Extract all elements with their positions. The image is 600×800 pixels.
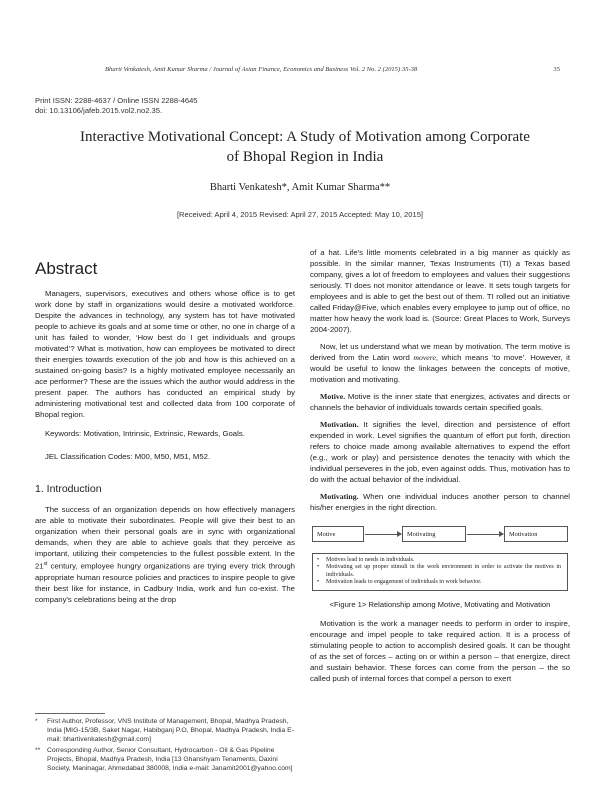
bullet-text: Motivation leads to engagement of individuals in work behavior.	[326, 579, 482, 586]
text-segment: , which means ‘to move’. However, it would be useful to know the linkages between the concepts of motive, motivation and motivating.	[310, 353, 571, 384]
title-line-2: of Bhopal Region in India	[226, 149, 384, 165]
bullet-icon: •	[317, 564, 320, 571]
figure-bullet-box	[312, 553, 568, 591]
jel-codes: JEL Classification Codes: M00, M50, M51, M52.	[45, 452, 211, 461]
motivation-definition-paragraph	[310, 341, 570, 385]
introduction-heading: 1. Introduction	[35, 483, 102, 495]
running-head-text: Bharti Venkatesh, Amit Kumar Sharma / Journal of Asian Finance, Economics and Business Vol. 2 No. 2 (2015) 35-38	[105, 66, 418, 73]
motive-paragraph	[310, 391, 570, 413]
doi-line: doi: 10.13106/jafeb.2015.vol2.no2.35.	[35, 106, 163, 115]
issn-line: Print ISSN: 2288-4637 / Online ISSN 2288-4645	[35, 96, 198, 105]
title-line-1: Interactive Motivational Concept: A Study of Motivation among Corporate	[80, 129, 530, 145]
paper-title	[40, 127, 570, 167]
footnote-text: First Author, Professor, VNS Institute of Management, Bhopal, Madhya Pradesh, India [MIG-15/3B, Saket Nagar, Habibganj P.O, Bhopal, Madhya Pradesh, India E-mail: bhartivenkatesh@gmail.com]	[47, 718, 294, 744]
footnote-mark: *	[35, 718, 38, 725]
continuation-paragraph: of a hat. Life's little moments celebrated in a big manner as quickly as possible. In the similar manner, Texas Instruments (TI) a Texas based company, gives a lot of freedom to employees and values their suggestions seriously. TI does not monitor attendance or leave. It sets tough targets for employees and is able to get the best out of them. TI rolled out an initiative called Friday@Five, which enables every employee to jump out of office, no matter how heavy the work load is. (Source: Great Places to Work, Surveys 2004-2007).	[310, 248, 570, 334]
motivating-box: Motivating	[402, 526, 466, 542]
arrow-right-icon	[467, 534, 503, 535]
motivating-paragraph	[310, 491, 570, 513]
motivating-text: When one individual induces another person to channel his/her energies in the right direction.	[310, 492, 570, 512]
motivation-text: It signifies the level, direction and persistence of effort expended in work. Level signifies the quantum of effort put forth, direction refers to choice made among available alternatives to expend the effort (e.g., work or play) and persistence denotes the tenacity with which the individual perseveres in the job, even against odds. Thus, motivation has to do with the actual behavior of the individual.	[310, 420, 570, 484]
footnote-mark: **	[35, 746, 41, 754]
motive-runin-heading: Motive.	[320, 392, 346, 401]
motivation-paragraph	[310, 419, 570, 485]
bullet-icon: •	[317, 557, 320, 563]
motivation-runin-heading: Motivation.	[320, 420, 359, 429]
figure-1	[310, 523, 570, 610]
figure-bullet	[317, 557, 561, 564]
figure-caption: <Figure 1> Relationship among Motive, Motivating and Motivation	[329, 599, 551, 609]
motive-box: Motive	[312, 526, 364, 542]
abstract-text: Managers, supervisors, executives and others whose office is to get work done by staff in organizations would desire a motivated workforce. Despite the advances in technology, any system has tot have motivated people to achieve its goals and at some time or other, no one in charge of a unit has failed to wonder, ‘How best do I get individuals and groups motivated’? What is motivation, how can employees be motivated to direct their energies towards execution of the job and how is this achieved on a sustained on-going basis? Is a highly motivated employee necessarily an ace performer? These are the issues which the author would address in the present paper. The authors has conducted an empirical study by administering motivational test and collected data from 100 corporate of Bhopal region.	[35, 289, 295, 419]
footnotes	[35, 717, 297, 774]
motivating-runin-heading: Motivating.	[320, 492, 359, 501]
flow-diagram	[312, 523, 568, 545]
abstract-heading: Abstract	[35, 259, 98, 278]
latin-term: movere	[413, 353, 436, 362]
footnote-corresponding-author	[35, 746, 297, 774]
intro-superscript: st	[43, 561, 48, 567]
intro-text-b: century, employee hungry organizations are trying every trick through appropriate human resource policies and practices to inspire people to give their best like for instance, in Cadbury India, work and fun co-exist. The company's celebrations being at the drop	[35, 561, 295, 604]
introduction-paragraph	[35, 504, 295, 605]
motive-text: Motive is the inner state that energizes, activates and directs or channels the behavior of individuals towards certain specified goals.	[310, 392, 570, 412]
keywords: Keywords: Motivation, Intrinsic, Extrinsic, Rewards, Goals.	[45, 429, 245, 438]
bullet-icon: •	[317, 579, 320, 586]
page-number: 35	[553, 66, 560, 73]
motivation-box: Motivation	[504, 526, 568, 542]
issn-block	[35, 96, 198, 116]
footnote-divider	[35, 713, 105, 714]
figure-bullet	[317, 579, 561, 586]
right-column	[310, 247, 570, 690]
arrow-right-icon	[365, 534, 401, 535]
left-column	[35, 252, 295, 611]
bullet-text: Motivating set up proper stimuli in the work environment in order to activate the motives in individuals.	[326, 564, 561, 578]
text-segment: Now, let us understand what we mean by motivation. The term motive is derived from the Latin word	[310, 342, 570, 362]
intro-text-a: The success of an organization depends on how effectively managers are able to motivate their subordinates. People will give their best to an organization when their personal goals are in sync with organizational demands, when they are able to achieve goals that they perceive as important, utilizing their competencies to the fullest possible extent. In the 21	[35, 505, 295, 571]
figure-bullet	[317, 564, 561, 579]
bullet-text: Motives lead to needs in individuals.	[326, 557, 415, 563]
final-paragraph: Motivation is the work a manager needs to perform in order to inspire, encourage and impel people to take required action. It is a process of stimulating people to action to accomplish desired goals. It can be thought of as the set of forces – acting on or within a person – that energize, direct and sustain behavior. These forces can come from the person – the so called push of internal forces that compel a person to exert	[310, 618, 570, 683]
authors: Bharti Venkatesh*, Amit Kumar Sharma**	[209, 182, 391, 193]
footnote-first-author	[35, 717, 297, 745]
submission-dates: [Received: April 4, 2015 Revised: April 27, 2015 Accepted: May 10, 2015]	[176, 210, 424, 219]
footnote-text: Corresponding Author, Senior Consultant, Hydrocarbon - Oil & Gas Pipeline Projects, Bhopal, Madhya Pradesh, India [13 Ghanshyam Tenaments, Daxini Society, Maninagar, Ahmedabad 380008, India e-mail: Janamit2001@yahoo.com]	[47, 746, 293, 773]
